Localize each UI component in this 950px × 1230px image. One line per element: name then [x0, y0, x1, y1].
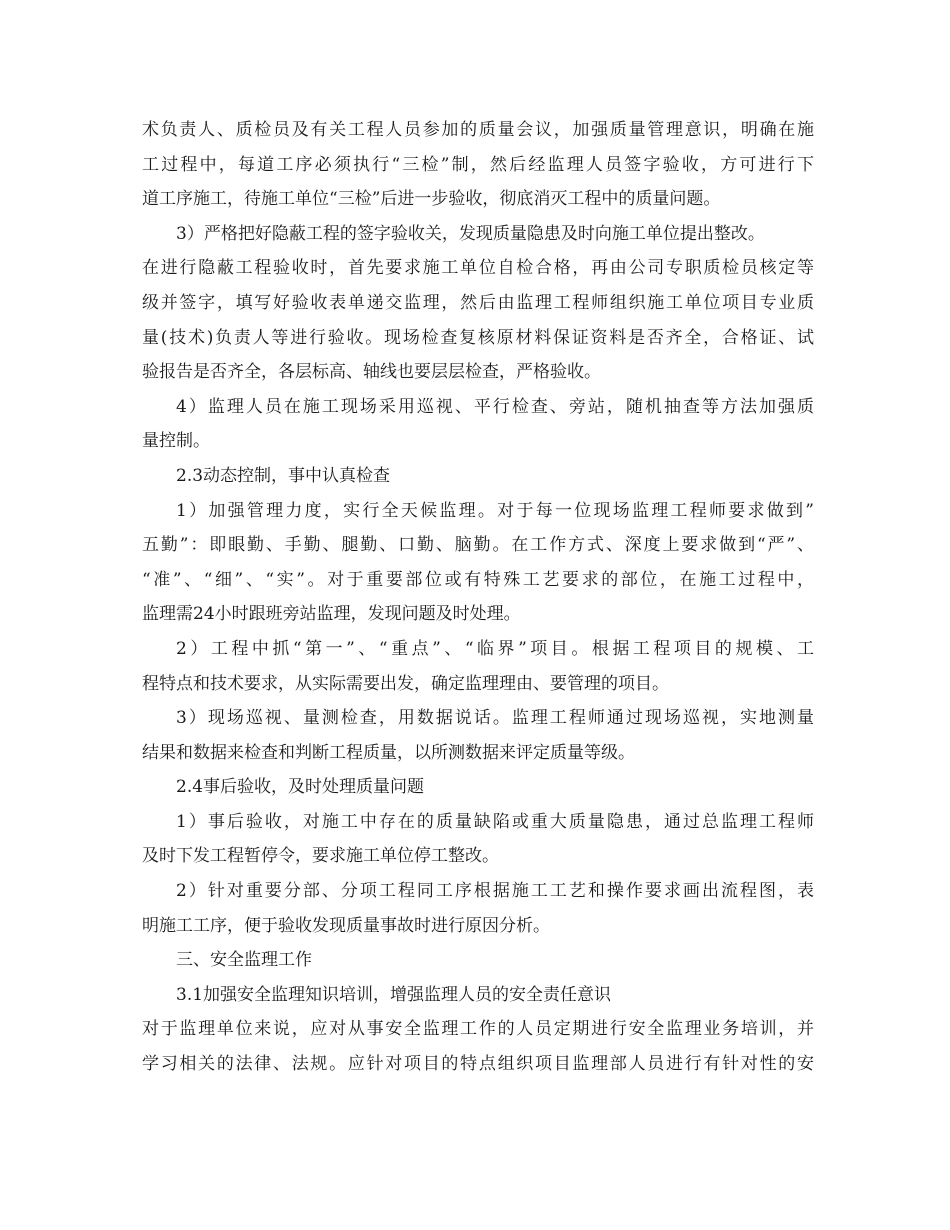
- text-line: 结果和数据来检查和判断工程质量，以所测数据来评定质量等级。: [142, 742, 635, 763]
- text-line: 2）工程中抓“第一”、“重点”、“临界”项目。根据工程项目的规模、工: [176, 638, 814, 659]
- text-line: 术负责人、质检员及有关工程人员参加的质量会议，加强质量管理意识，明确在施: [142, 120, 814, 140]
- text-line: 1）加强管理力度，实行全天候监理。对于每一位现场监理工程师要求做到”: [176, 500, 814, 521]
- text-line: 监理需24小时跟班旁站监理，发现问题及时处理。: [142, 604, 521, 625]
- text-line: 1）事后验收，对施工中存在的质量缺陷或重大质量隐患，通过总监理工程师: [176, 811, 814, 832]
- document-body: [142, 113, 814, 1082]
- text-line: 验报告是否齐全，各层标高、轴线也要层层检查，严格验收。: [142, 362, 601, 383]
- text-line: 学习相关的法律、法规。应针对项目的特点组织项目监理部人员进行有针对性的安: [142, 1054, 814, 1075]
- text-line: 量(技术)负责人等进行验收。现场检查复核原材料保证资料是否齐全，合格证、试: [142, 327, 814, 348]
- text-line: 对于监理单位来说，应对从事安全监理工作的人员定期进行安全监理业务培训，并: [142, 1019, 814, 1040]
- text-line: 道工序施工，待施工单位“三检”后进一步验收，彻底消灭工程中的质量问题。: [142, 189, 721, 210]
- section-heading: 三、安全监理工作: [176, 950, 312, 971]
- text-line: 在进行隐蔽工程验收时，首先要求施工单位自检合格，再由公司专职质检员核定等: [142, 258, 814, 279]
- text-line: “准”、“细”、“实”。对于重要部位或有特殊工艺要求的部位，在施工过程中，: [142, 569, 814, 590]
- text-line: 2）针对重要分部、分项工程同工序根据施工工艺和操作要求画出流程图，表: [176, 881, 814, 902]
- text-line: 明施工工序，便于验收发现质量事故时进行原因分析。: [142, 915, 550, 936]
- text-line: 量控制。: [142, 431, 210, 452]
- text-line: 工过程中，每道工序必须执行“三检”制，然后经监理人员签字验收，方可进行下: [142, 154, 814, 175]
- text-line: 五勤”：即眼勤、手勤、腿勤、口勤、脑勤。在工作方式、深度上要求做到“严”、: [142, 535, 814, 556]
- section-heading: 2.3动态控制，事中认真检查: [176, 465, 391, 486]
- text-line: 3）现场巡视、量测检查，用数据说话。监理工程师通过现场巡视，实地测量: [176, 708, 814, 729]
- text-line: 程特点和技术要求，从实际需要出发，确定监理理由、要管理的项目。: [142, 673, 669, 694]
- section-heading: 3.1加强安全监理知识培训，增强监理人员的安全责任意识: [176, 984, 612, 1005]
- text-line: 及时下发工程暂停令，要求施工单位停工整改。: [142, 846, 499, 867]
- section-heading: 2.4事后验收，及时处理质量问题: [176, 777, 425, 798]
- text-line: 级并签字，填写好验收表单递交监理，然后由监理工程师组织施工单位项目专业质: [142, 292, 814, 313]
- text-line: 4）监理人员在施工现场采用巡视、平行检查、旁站，随机抽查等方法加强质: [176, 396, 814, 417]
- text-line: 3）严格把好隐蔽工程的签字验收关，发现质量隐患及时向施工单位提出整改。: [176, 223, 765, 244]
